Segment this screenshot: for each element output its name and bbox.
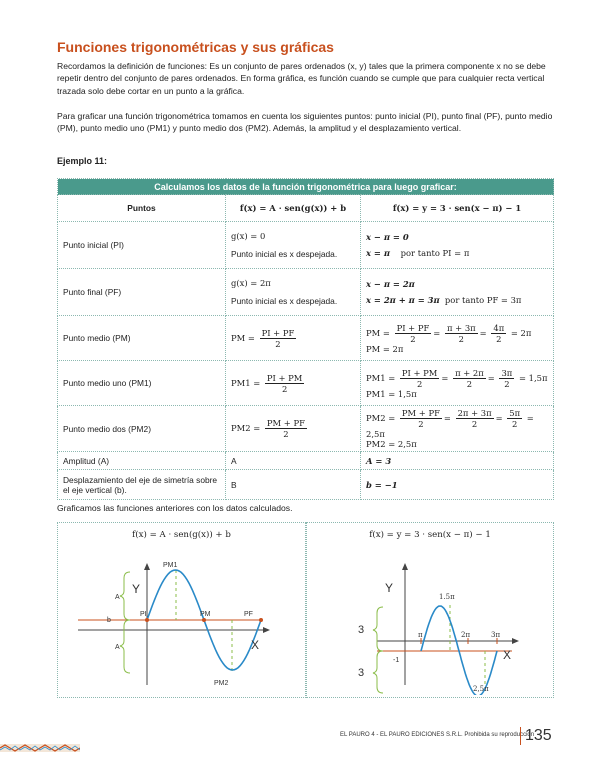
decorative-band — [0, 744, 80, 752]
fraction: $\frac{\pi + 2\pi}{2}$ — [455, 367, 484, 389]
pi-point — [145, 618, 149, 622]
section-title: Funciones trigonométricas y sus gráficas — [57, 39, 334, 55]
general-sine-graph — [58, 545, 307, 695]
cell-note: Punto inicial es x despejada. — [231, 296, 338, 306]
cell-result: PM1 = 1,5π — [366, 388, 417, 399]
example-graph-title: f(x) = y = 3 · sen(x − π) − 1 — [369, 530, 491, 540]
table-row — [58, 269, 554, 316]
cell-formula: g(x) = 2π — [231, 278, 271, 288]
amplitude-top-brace — [120, 572, 130, 620]
table-row — [58, 222, 554, 269]
pm-point — [202, 618, 206, 622]
y-axis-arrow-icon — [144, 563, 150, 570]
amplitude-bottom-label: A — [115, 644, 120, 651]
pf-point — [259, 618, 263, 622]
amplitude-top-label: A — [115, 594, 120, 601]
table-row: Punto medio (PM) PM = $\frac{PI + PF}{2}$ PM = $\frac{PI + PF}{2}$ = $\frac{\pi + 3\pi}{2}$ = $\frac{4\pi}{2}$ = 2π PM = 2π — [58, 316, 554, 361]
table-row — [58, 452, 554, 470]
min-label: 2,5π — [473, 685, 489, 693]
amplitude-bottom-label: 3 — [358, 667, 365, 679]
cell-conclusion: por tanto PF = 3π — [444, 295, 522, 305]
graph-caption: Graficamos las funciones anteriores con los datos calculados. — [57, 503, 293, 513]
pm2-label: PM2 — [214, 680, 229, 687]
table-heading: Calculamos los datos de la función trigonométrica para luego graficar: — [58, 179, 554, 195]
cell-formula: x − π = 2π — [366, 279, 415, 289]
example-label: Ejemplo 11: — [57, 156, 108, 166]
amplitude-top-label: 3 — [358, 624, 365, 636]
intro-paragraph: Recordamos la definición de funciones: Es un conjunto de pares ordenados (x, y) tales que la primera componente x no se debe repetir dentro del conjunto de pares ordenados. En forma gráfica, es función cuando se cumple que para cualquier recta vertical trazada solo debe cortar en un punto a la gráfica. — [57, 61, 546, 96]
row-label: Punto medio (PM) — [58, 316, 226, 361]
fraction: $\frac{PI + PF}{2}$ — [396, 322, 430, 344]
row-label: Punto medio uno (PM1) — [58, 361, 226, 406]
y-axis-label: Y — [385, 581, 394, 595]
two-pi-tick-label: 2π — [461, 631, 471, 639]
method-paragraph: Para graficar una función trigonométrica tomamos en cuenta los siguientes puntos: punto inicial (PI), punto final (PF), punto medio (PM), punto medio uno (PM1) y punto medio dos (PM2). Además, la amplitud y el desplazamiento vertical. — [57, 111, 553, 134]
example-graph-panel — [306, 522, 554, 698]
x-axis-arrow-icon — [512, 638, 519, 644]
cell-note: Punto inicial es x despejada. — [231, 249, 338, 259]
y-axis-arrow-icon — [402, 563, 408, 570]
cell-formula: x − π = 0 — [366, 232, 409, 242]
fraction: $\frac{4\pi}{2}$ — [493, 322, 505, 344]
fraction: $\frac{PM + PF}{2}$ — [266, 418, 305, 439]
general-graph-panel — [57, 522, 306, 698]
page-footer: EL PAURO 4 - EL PAURO EDICIONES S.R.L. Prohibida su reproducción — [340, 732, 535, 738]
cell-result: PM2 = 2,5π — [366, 439, 417, 449]
cell-value: A — [226, 452, 361, 470]
row-label: Desplazamiento del eje de simetría sobre el eje vertical (b). — [58, 470, 226, 500]
x-axis-label: X — [251, 638, 260, 652]
col-header-points: Puntos — [58, 195, 226, 222]
fraction: $\frac{2\pi + 3\pi}{2}$ — [457, 408, 492, 429]
fraction: $\frac{\pi + 3\pi}{2}$ — [446, 322, 476, 344]
table-row: Punto medio uno (PM1) PM1 = $\frac{PI + PM}{2}$ PM1 = $\frac{PI + PM}{2}$ = $\frac{\pi + 2\pi}{2}$ = $\frac{3\pi}{2}$ = 1,5π PM1 = 1,5π — [58, 361, 554, 406]
col-header-example: f(x) = y = 3 · sen(x − π) − 1 — [361, 195, 554, 222]
table-row — [58, 470, 554, 500]
amplitude-bottom-brace — [120, 620, 130, 673]
cell-formula: x = 2π + π = 3π — [366, 295, 440, 305]
fraction: $\frac{PI + PF}{2}$ — [261, 327, 295, 349]
row-label: Punto medio dos (PM2) — [58, 406, 226, 452]
fraction: $\frac{PM + PF}{2}$ — [401, 408, 440, 429]
cell-result: PM = 2π — [366, 343, 404, 354]
row-label: Punto inicial (PI) — [58, 222, 226, 269]
example-sine-graph — [307, 545, 555, 695]
x-axis-label: X — [503, 648, 512, 662]
three-pi-tick-label: 3π — [491, 631, 501, 639]
b-label: b — [107, 617, 111, 624]
x-axis-arrow-icon — [263, 627, 270, 633]
pm1-label: PM1 — [163, 562, 178, 569]
max-label: 1.5π — [439, 593, 455, 601]
col-header-general: f(x) = A · sen(g(x)) + b — [226, 195, 361, 222]
y-axis-label: Y — [132, 582, 141, 596]
cell-conclusion: por tanto PI = π — [400, 248, 470, 258]
fraction: $\frac{5\pi}{2}$ — [509, 408, 521, 429]
row-label: Punto final (PF) — [58, 269, 226, 316]
amplitude-top-brace — [373, 607, 383, 651]
pm-label: PM — [200, 611, 211, 618]
pi-tick-label: π — [418, 631, 423, 639]
cell-value: A = 3 — [361, 452, 554, 470]
cell-formula: x = π — [366, 248, 390, 258]
fraction: $\frac{PI + PM}{2}$ — [266, 372, 303, 394]
pi-label: PI — [140, 611, 147, 618]
cell-value: B — [226, 470, 361, 500]
fraction: $\frac{PI + PM}{2}$ — [401, 367, 438, 389]
general-graph-title: f(x) = A · sen(g(x)) + b — [132, 530, 231, 540]
page-number: 135 — [520, 727, 552, 745]
cell-formula: g(x) = 0 — [231, 231, 266, 241]
fraction: $\frac{3\pi}{2}$ — [501, 367, 513, 389]
neg-one-label: -1 — [393, 657, 400, 664]
cell-value: b = −1 — [361, 470, 554, 500]
pf-label: PF — [244, 611, 253, 618]
row-label: Amplitud (A) — [58, 452, 226, 470]
table-row: Punto medio dos (PM2) PM2 = $\frac{PM + PF}{2}$ PM2 = $\frac{PM + PF}{2}$ = $\frac{2\pi + 3\pi}{2}$ = $\frac{5\pi}{2}$ = 2,5π PM2 = 2,5π — [58, 406, 554, 452]
amplitude-bottom-brace — [373, 651, 383, 693]
calculation-table — [57, 178, 554, 500]
